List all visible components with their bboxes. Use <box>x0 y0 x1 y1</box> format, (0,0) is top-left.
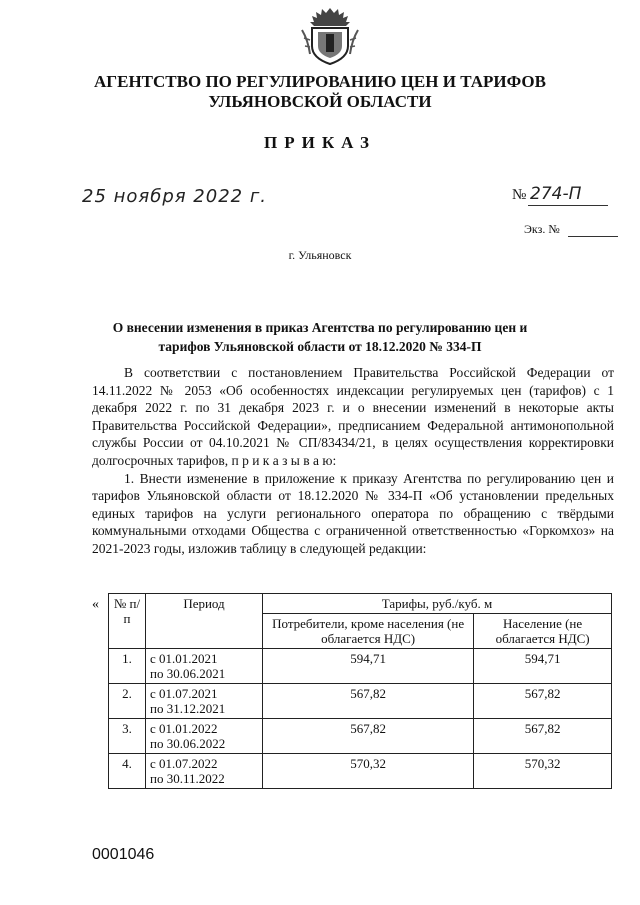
coat-of-arms-icon <box>298 4 362 68</box>
header-tariffs: Тарифы, руб./куб. м <box>263 594 612 614</box>
table-header-row <box>109 594 612 614</box>
preamble-paragraph: В соответствии с постановлением Правительства Российской Федерации от 14.11.2022 № 2053 «Об особенностях индексации регулируемых цен (тарифов) с 1 декабря 2022 г. по 31 декабря 2023 г. и о внесении изменений в некоторые акты Правительства Российской Федерации», предписанием Федеральной антимонопольной службы России от 04.10.2021 № СП/83434/21, в целях осуществления корректировки долгосрочных тарифов, п р и к а з ы в а ю: <box>92 365 614 468</box>
row-num: 1. <box>109 649 146 684</box>
table-row <box>109 754 612 789</box>
order-subject: О внесении изменения в приказ Агентства по регулированию цен и тарифов Ульяновской области от 18.12.2020 № 334-П <box>112 320 528 354</box>
period-from: с 01.01.2022 <box>150 721 218 736</box>
copy-label: Экз. № <box>524 222 560 236</box>
table-row <box>109 719 612 754</box>
row-consumers-value: 570,32 <box>263 754 474 789</box>
period-from: с 01.07.2021 <box>150 686 218 701</box>
row-consumers-value: 567,82 <box>263 719 474 754</box>
document-type: ПРИКАЗ <box>264 133 376 152</box>
period-from: с 01.07.2022 <box>150 756 218 771</box>
period-from: с 01.01.2021 <box>150 651 218 666</box>
row-population-value: 567,82 <box>474 684 612 719</box>
item-1-paragraph: 1. Внести изменение в приложение к приказу Агентства по регулированию цен и тарифов Ульяновской области от 18.12.2020 № 334-П «Об установлении предельных единых тарифов на услуги регионального оператора по обращению с твёрдыми коммунальными отходами Общества с ограниченной ответственностью «Горкомхоз» на 2021-2023 годы, изложив таблицу в следующей редакции: <box>92 470 614 556</box>
header-num: № п/п <box>109 594 146 649</box>
copy-underline <box>568 236 618 237</box>
number-sign: № <box>512 187 527 203</box>
period-to: по 30.06.2021 <box>150 666 226 681</box>
city: г. Ульяновск <box>288 248 352 262</box>
header-period: Период <box>146 594 263 649</box>
row-period <box>146 649 263 684</box>
row-period <box>146 684 263 719</box>
row-consumers-value: 567,82 <box>263 684 474 719</box>
period-to: по 30.06.2022 <box>150 736 226 751</box>
row-period <box>146 719 263 754</box>
row-period <box>146 754 263 789</box>
number-underline <box>528 205 608 206</box>
quote-open: « <box>92 597 99 612</box>
row-num: 2. <box>109 684 146 719</box>
order-date: 25 ноября 2022 г. <box>82 186 268 207</box>
order-number: 274-П <box>530 184 582 204</box>
table-row <box>109 649 612 684</box>
row-num: 4. <box>109 754 146 789</box>
row-population-value: 570,32 <box>474 754 612 789</box>
footer-code: 0001046 <box>92 846 155 863</box>
table-row <box>109 684 612 719</box>
row-consumers-value: 594,71 <box>263 649 474 684</box>
header-consumers: Потребители, кроме населения (не облагается НДС) <box>263 614 474 649</box>
row-population-value: 594,71 <box>474 649 612 684</box>
header-population: Население (не облагается НДС) <box>474 614 612 649</box>
row-population-value: 567,82 <box>474 719 612 754</box>
period-to: по 31.12.2021 <box>150 701 226 716</box>
tariffs-table <box>108 593 612 789</box>
row-num: 3. <box>109 719 146 754</box>
agency-name: АГЕНТСТВО ПО РЕГУЛИРОВАНИЮ ЦЕН И ТАРИФОВ УЛЬЯНОВСКОЙ ОБЛАСТИ <box>94 72 546 111</box>
period-to: по 30.11.2022 <box>150 771 225 786</box>
order-body <box>92 364 614 558</box>
